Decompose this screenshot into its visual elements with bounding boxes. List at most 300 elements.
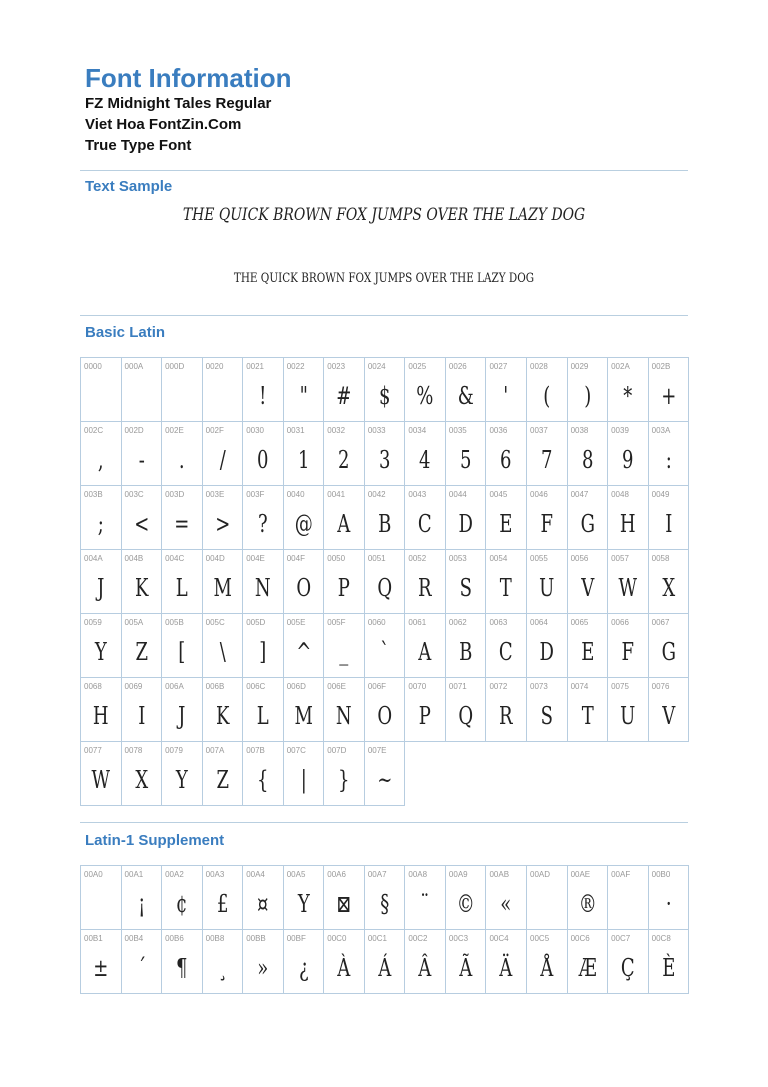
glyph-char: P <box>419 702 432 730</box>
glyph-cell <box>649 358 690 422</box>
glyph-char: ¨ <box>420 890 430 918</box>
glyph-cell <box>324 422 365 486</box>
glyph-char: ) <box>583 382 591 410</box>
glyph-code: 004F <box>286 554 305 563</box>
glyph-cell <box>122 678 163 742</box>
glyph-code: 0031 <box>286 426 305 435</box>
glyph-char: Q <box>458 702 474 730</box>
glyph-char: 6 <box>500 446 512 474</box>
glyph-cell <box>365 550 406 614</box>
glyph-code: 0064 <box>530 618 548 627</box>
glyph-code: 00A6 <box>327 870 346 879</box>
glyph-cell <box>527 358 568 422</box>
glyph-char: 7 <box>541 446 553 474</box>
glyph-cell <box>527 422 568 486</box>
glyph-cell <box>243 422 284 486</box>
glyph-cell <box>446 678 487 742</box>
glyph-cell <box>203 742 244 806</box>
glyph-cell <box>486 486 527 550</box>
glyph-char: Y <box>175 766 188 794</box>
glyph-code: 0048 <box>611 490 629 499</box>
glyph-cell <box>81 550 122 614</box>
glyph-cell <box>608 422 649 486</box>
glyph-char: \ <box>219 638 226 666</box>
glyph-code: 0051 <box>367 554 386 563</box>
glyph-code: 0072 <box>489 682 508 691</box>
glyph-char: H <box>92 702 109 730</box>
glyph-char: P <box>337 574 351 602</box>
glyph-char: Æ <box>578 954 597 982</box>
glyph-cell <box>527 678 568 742</box>
glyph-cell <box>81 678 122 742</box>
glyph-code: 004E <box>246 554 265 563</box>
glyph-cell <box>405 486 446 550</box>
glyph-char: @ <box>294 510 313 538</box>
glyph-code: 00BF <box>286 934 306 943</box>
glyph-char: I <box>137 702 145 730</box>
glyph-cell <box>284 422 325 486</box>
glyph-cell <box>486 614 527 678</box>
glyph-char: Q <box>377 574 392 602</box>
glyph-code: 0065 <box>570 618 589 627</box>
glyph-code: 0026 <box>448 362 467 371</box>
decorative-sample: THE QUICK BROWN FOX JUMPS OVER THE LAZY DOG <box>182 205 586 225</box>
glyph-char: , <box>97 446 104 474</box>
glyph-char: { <box>257 766 269 794</box>
glyph-code: 0063 <box>489 618 508 627</box>
glyph-code: 003E <box>205 490 225 499</box>
glyph-code: 00AE <box>570 870 591 879</box>
glyph-cell <box>284 358 325 422</box>
glyph-cell <box>446 422 487 486</box>
glyph-code: 002D <box>124 426 144 435</box>
font-type: True Type Font <box>85 137 192 154</box>
glyph-char: Â <box>418 954 432 982</box>
glyph-cell <box>568 930 609 994</box>
glyph-char: M <box>213 574 232 602</box>
glyph-code: 0029 <box>570 362 589 371</box>
glyph-char: © <box>456 890 475 918</box>
glyph-char: O <box>377 702 392 730</box>
glyph-code: 0040 <box>286 490 305 499</box>
glyph-cell <box>486 358 527 422</box>
glyph-code: 00C5 <box>530 934 550 943</box>
glyph-char: B <box>459 638 473 666</box>
glyph-cell <box>324 866 365 930</box>
glyph-code: 002C <box>84 426 104 435</box>
glyph-char: R <box>499 702 514 730</box>
glyph-code: 00BB <box>246 934 266 943</box>
glyph-code: 0023 <box>327 362 346 371</box>
glyph-cell <box>324 486 365 550</box>
glyph-cell <box>649 486 690 550</box>
glyph-code: 006E <box>327 682 346 691</box>
glyph-code: 0073 <box>530 682 548 691</box>
glyph-code: 006C <box>246 682 266 691</box>
glyph-char: " <box>299 382 308 410</box>
glyph-code: 0028 <box>530 362 548 371</box>
glyph-char: ¸ <box>217 954 227 982</box>
glyph-code: 007C <box>286 746 306 755</box>
glyph-char: = <box>174 510 190 538</box>
glyph-code: 0030 <box>246 426 264 435</box>
glyph-code: 0042 <box>367 490 386 499</box>
glyph-cell <box>203 550 244 614</box>
glyph-cell <box>324 614 365 678</box>
glyph-code: 004D <box>205 554 225 563</box>
glyph-cell <box>568 678 609 742</box>
glyph-cell <box>122 358 163 422</box>
glyph-char: · <box>665 890 672 918</box>
glyph-cell <box>122 614 163 678</box>
glyph-char: ⊠ <box>336 890 352 918</box>
glyph-char: ' <box>503 382 509 410</box>
glyph-code: 0039 <box>611 426 629 435</box>
glyph-cell <box>284 614 325 678</box>
glyph-cell <box>284 742 325 806</box>
glyph-code: 00A5 <box>286 870 306 879</box>
glyph-code: 0066 <box>611 618 629 627</box>
glyph-char: Á <box>378 954 392 982</box>
glyph-cell <box>527 486 568 550</box>
glyph-code: 000A <box>124 362 144 371</box>
glyph-char: ( <box>543 382 551 410</box>
glyph-char: ¶ <box>176 954 188 982</box>
glyph-char: ¿ <box>298 954 309 982</box>
glyph-cell <box>324 678 365 742</box>
glyph-code: 0041 <box>327 490 346 499</box>
glyph-char: + <box>660 382 676 410</box>
glyph-char: « <box>500 890 512 918</box>
glyph-char: > <box>214 510 230 538</box>
glyph-code: 0068 <box>84 682 102 691</box>
glyph-code: 003D <box>165 490 185 499</box>
glyph-char: A <box>337 510 351 538</box>
text-sample-heading: Text Sample <box>85 178 173 195</box>
glyph-cell <box>122 422 163 486</box>
glyph-cell <box>122 550 163 614</box>
glyph-cell <box>203 678 244 742</box>
glyph-cell <box>446 866 487 930</box>
glyph-code: 006D <box>286 682 306 691</box>
glyph-char: # <box>336 382 352 410</box>
glyph-cell <box>122 486 163 550</box>
glyph-code: 005F <box>327 618 346 627</box>
glyph-code: 00A4 <box>246 870 265 879</box>
glyph-code: 0054 <box>489 554 508 563</box>
glyph-char: / <box>219 446 226 474</box>
glyph-char: F <box>540 510 554 538</box>
glyph-cell <box>568 866 609 930</box>
glyph-code: 0056 <box>570 554 589 563</box>
glyph-code: 0058 <box>651 554 670 563</box>
glyph-cell <box>405 866 446 930</box>
glyph-cell <box>122 742 163 806</box>
glyph-code: 0033 <box>367 426 386 435</box>
glyph-code: 00AD <box>530 870 551 879</box>
glyph-cell <box>81 486 122 550</box>
glyph-cell <box>649 422 690 486</box>
glyph-char: Ã <box>459 954 473 982</box>
glyph-cell <box>365 422 406 486</box>
glyph-code: 00A9 <box>448 870 468 879</box>
glyph-char: % <box>416 382 434 410</box>
glyph-char: N <box>255 574 271 602</box>
glyph-code: 005E <box>286 618 306 627</box>
glyph-code: 0057 <box>611 554 629 563</box>
glyph-cell <box>284 678 325 742</box>
basic-latin-heading: Basic Latin <box>85 324 166 341</box>
glyph-char: Y <box>297 890 310 918</box>
glyph-char: $ <box>378 382 391 410</box>
glyph-code: 00A1 <box>124 870 144 879</box>
glyph-char: . <box>179 446 185 474</box>
glyph-code: 0037 <box>530 426 548 435</box>
glyph-char: A <box>418 638 432 666</box>
glyph-char: E <box>580 638 594 666</box>
glyph-char: 4 <box>419 446 431 474</box>
glyph-code: 00C4 <box>489 934 509 943</box>
glyph-char: Z <box>135 638 148 666</box>
glyph-cell <box>284 486 325 550</box>
glyph-code: 00B6 <box>165 934 184 943</box>
glyph-char: V <box>580 574 594 602</box>
glyph-char: 2 <box>338 446 350 474</box>
glyph-char: ; <box>97 510 104 538</box>
glyph-char: & <box>457 382 474 410</box>
glyph-char: ^ <box>295 638 312 666</box>
glyph-char: S <box>540 702 553 730</box>
glyph-code: 003F <box>246 490 265 499</box>
glyph-code: 00C7 <box>611 934 631 943</box>
glyph-code: 00B4 <box>124 934 144 943</box>
glyph-cell <box>203 930 244 994</box>
glyph-cell <box>284 550 325 614</box>
glyph-char: ® <box>578 890 597 918</box>
divider <box>80 170 688 171</box>
glyph-char: » <box>257 954 269 982</box>
glyph-code: 004B <box>124 554 144 563</box>
glyph-char: S <box>459 574 472 602</box>
glyph-char: F <box>621 638 635 666</box>
glyph-char: B <box>377 510 392 538</box>
glyph-cell <box>81 422 122 486</box>
glyph-char: D <box>539 638 555 666</box>
glyph-cell <box>81 742 122 806</box>
glyph-char: ¡ <box>137 890 145 918</box>
glyph-code: 0076 <box>651 682 670 691</box>
glyph-cell <box>608 930 649 994</box>
glyph-char: À <box>337 954 351 982</box>
glyph-cell <box>446 614 487 678</box>
glyph-cell <box>405 422 446 486</box>
glyph-code: 006A <box>165 682 184 691</box>
glyph-code: 00A8 <box>408 870 428 879</box>
glyph-code: 00A2 <box>165 870 184 879</box>
glyph-char: £ <box>216 890 229 918</box>
glyph-char: : <box>665 446 672 474</box>
glyph-cell <box>608 358 649 422</box>
glyph-cell <box>527 550 568 614</box>
glyph-code: 0027 <box>489 362 508 371</box>
glyph-code: 0060 <box>367 618 386 627</box>
glyph-code: 005D <box>246 618 266 627</box>
glyph-char: D <box>458 510 473 538</box>
glyph-char: L <box>256 702 269 730</box>
glyph-char: M <box>294 702 313 730</box>
glyph-cell <box>568 422 609 486</box>
glyph-char: C <box>418 510 433 538</box>
glyph-cell <box>324 550 365 614</box>
glyph-cell <box>162 930 203 994</box>
glyph-code: 003A <box>651 426 671 435</box>
glyph-cell <box>649 930 690 994</box>
glyph-code: 0079 <box>165 746 183 755</box>
glyph-code: 0022 <box>286 362 305 371</box>
glyph-code: 0071 <box>448 682 467 691</box>
glyph-code: 00AF <box>611 870 631 879</box>
glyph-cell <box>405 678 446 742</box>
font-vendor: Viet Hoa FontZin.Com <box>85 116 242 133</box>
glyph-cell <box>365 930 406 994</box>
glyph-code: 0021 <box>246 362 264 371</box>
glyph-char: ¢ <box>176 890 188 918</box>
glyph-cell <box>203 486 244 550</box>
glyph-cell <box>527 866 568 930</box>
glyph-code: 0069 <box>124 682 143 691</box>
glyph-char: } <box>338 766 350 794</box>
glyph-code: 002F <box>205 426 224 435</box>
glyph-cell <box>568 614 609 678</box>
glyph-char: X <box>134 766 148 794</box>
glyph-code: 0044 <box>448 490 467 499</box>
glyph-cell <box>162 550 203 614</box>
glyph-cell <box>365 866 406 930</box>
glyph-code: 000D <box>165 362 185 371</box>
glyph-cell <box>405 358 446 422</box>
glyph-cell <box>324 742 365 806</box>
glyph-cell <box>608 866 649 930</box>
glyph-cell <box>486 930 527 994</box>
glyph-code: 0000 <box>84 362 102 371</box>
glyph-cell <box>243 930 284 994</box>
glyph-cell <box>284 930 325 994</box>
glyph-code: 0059 <box>84 618 102 627</box>
glyph-code: 00A3 <box>205 870 225 879</box>
glyph-char: ´ <box>136 954 146 982</box>
glyph-code: 00C6 <box>570 934 590 943</box>
glyph-char: < <box>133 510 149 538</box>
glyph-code: 00C2 <box>408 934 428 943</box>
glyph-char: W <box>618 574 638 602</box>
glyph-char: T <box>500 574 513 602</box>
glyph-code: 003B <box>84 490 103 499</box>
glyph-cell <box>243 678 284 742</box>
glyph-code: 0034 <box>408 426 427 435</box>
glyph-cell <box>203 866 244 930</box>
glyph-char: I <box>664 510 672 538</box>
glyph-char: G <box>580 510 595 538</box>
glyph-cell <box>243 486 284 550</box>
glyph-code: 004C <box>165 554 185 563</box>
glyph-char: * <box>623 382 633 410</box>
glyph-char: W <box>91 766 111 794</box>
glyph-cell <box>608 550 649 614</box>
glyph-code: 003C <box>124 490 144 499</box>
glyph-char: È <box>661 954 675 982</box>
glyph-char: _ <box>339 638 349 666</box>
glyph-cell <box>243 358 284 422</box>
glyph-code: 0075 <box>611 682 629 691</box>
page-title: Font Information <box>85 63 292 93</box>
glyph-code: 007B <box>246 746 265 755</box>
glyph-cell <box>568 358 609 422</box>
glyph-char: ¤ <box>257 890 269 918</box>
glyph-cell <box>568 486 609 550</box>
glyph-code: 0070 <box>408 682 427 691</box>
glyph-code: 0067 <box>651 618 670 627</box>
glyph-char: 3 <box>378 446 391 474</box>
glyph-code: 0020 <box>205 362 224 371</box>
glyph-code: 00C1 <box>367 934 387 943</box>
glyph-code: 0025 <box>408 362 427 371</box>
glyph-cell <box>486 422 527 486</box>
glyph-cell <box>405 614 446 678</box>
glyph-cell <box>324 930 365 994</box>
glyph-code: 002B <box>651 362 671 371</box>
glyph-code: 00C8 <box>651 934 671 943</box>
glyph-code: 0038 <box>570 426 589 435</box>
glyph-code: 004A <box>84 554 103 563</box>
glyph-cell <box>81 866 122 930</box>
glyph-cell <box>162 614 203 678</box>
glyph-cell <box>486 550 527 614</box>
glyph-cell <box>243 614 284 678</box>
glyph-char: 9 <box>622 446 634 474</box>
glyph-code: 00AB <box>489 870 510 879</box>
glyph-code: 00C3 <box>448 934 469 943</box>
glyph-char: U <box>539 574 555 602</box>
glyph-char: Y <box>94 638 107 666</box>
glyph-char: Z <box>216 766 229 794</box>
glyph-char: L <box>175 574 188 602</box>
glyph-cell <box>162 486 203 550</box>
plain-sample: THE QUICK BROWN FOX JUMPS OVER THE LAZY DOG <box>233 271 535 286</box>
glyph-code: 00B1 <box>84 934 103 943</box>
glyph-cell <box>162 422 203 486</box>
glyph-code: 00B0 <box>651 870 671 879</box>
glyph-cell <box>446 358 487 422</box>
glyph-code: 0045 <box>489 490 508 499</box>
glyph-code: 007A <box>205 746 225 755</box>
glyph-code: 002E <box>165 426 184 435</box>
font-name: FZ Midnight Tales Regular <box>85 95 272 112</box>
glyph-code: 0050 <box>327 554 346 563</box>
glyph-cell <box>365 678 406 742</box>
glyph-cell <box>122 930 163 994</box>
glyph-cell <box>162 866 203 930</box>
glyph-cell <box>203 614 244 678</box>
glyph-code: 0036 <box>489 426 508 435</box>
glyph-char: ] <box>259 638 267 666</box>
glyph-cell <box>365 614 406 678</box>
glyph-cell <box>649 550 690 614</box>
glyph-char: ? <box>258 510 268 538</box>
glyph-code: 0077 <box>84 746 102 755</box>
glyph-code: 002A <box>611 362 630 371</box>
glyph-cell <box>81 930 122 994</box>
basic-latin-grid <box>80 357 689 806</box>
